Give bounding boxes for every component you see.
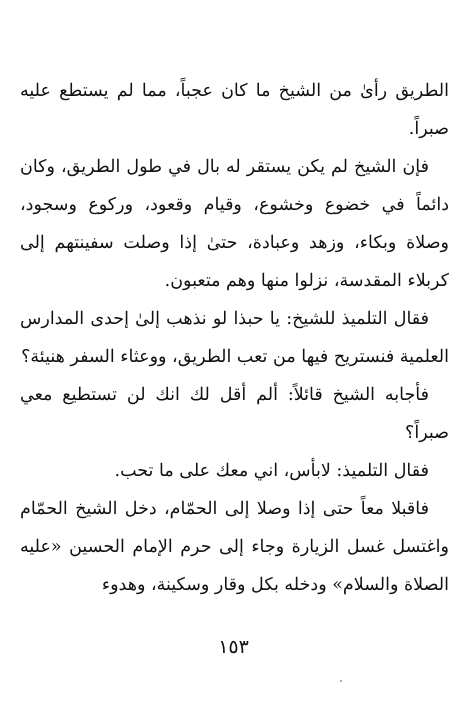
- paragraph-5: فقال التلميذ: لابأس، اني معك على ما تحب.: [114, 461, 429, 481]
- paragraph-1: الطريق رأىٰ من الشيخ ما كان عجباً، مما لم يستطع عليه صبراً.: [20, 81, 449, 139]
- paragraph-2: فإن الشيخ لم يكن يستقر له بال في طول الطريق، وكان دائماً في خضوع وخشوع، وقيام وقعود، وركوع وسجود، وصلاة وبكاء، وزهد وعبادة، حتىٰ إذا وصلت سفينتهم إلى كربلاء المقدسة، نزلوا منها وهم متعبون.: [20, 157, 449, 291]
- paragraph-4: فأجابه الشيخ قائلاً: ألم أقل لك انك لن تستطيع معي صبراً؟: [20, 385, 449, 443]
- paragraph-3: فقال التلميذ للشيخ: يا حبذا لو نذهب إلىٰ إحدى المدارس العلمية فنستريح فيها من تعب الطريق، ووعثاء السفر هنيئة؟: [20, 309, 449, 367]
- paragraph-6: فاقبلا معاً حتى إذا وصلا إلى الحمّام، دخل الشيخ الحمّام واغتسل غسل الزيارة وجاء إلى حرم الإمام الحسين «عليه الصلاة والسلام» ودخله بكل وقار وسكينة، وهدوء: [20, 499, 449, 595]
- body-text: [20, 72, 449, 604]
- scan-speck: [340, 680, 342, 682]
- page-number: ١٥٣: [218, 636, 249, 658]
